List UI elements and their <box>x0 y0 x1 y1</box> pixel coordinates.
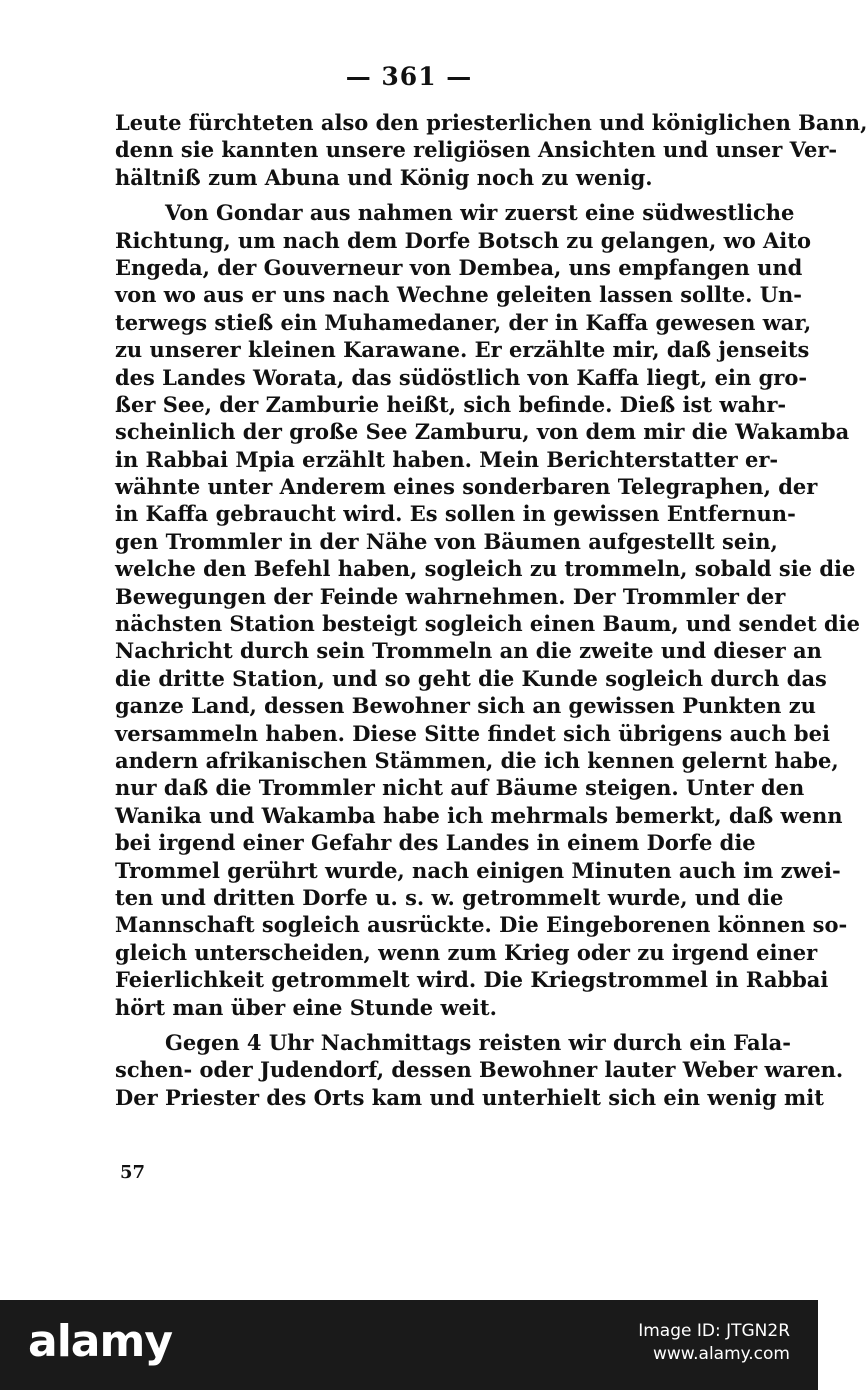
text-line: Von Gondar aus nahmen wir zuerst eine südwestliche <box>165 200 795 226</box>
text-line: Wanika und Wakamba habe ich mehrmals bemerkt, daß wenn <box>115 802 843 828</box>
text-line: nächsten Station besteigt sogleich einen Baum, und sendet die <box>115 611 860 637</box>
text-line: schen- oder Judendorf, dessen Bewohner lauter Weber waren. <box>115 1057 844 1083</box>
text-line: gleich unterscheiden, wenn zum Krieg oder zu irgend einer <box>115 939 818 965</box>
text-line: Leute fürchteten also den priesterlichen und königlichen Bann, <box>115 110 867 135</box>
text-line: Engeda, der Gouverneur von Dembea, uns empfangen und <box>115 254 803 280</box>
text-line: Mannschaft sogleich ausrückte. Die Eingeborenen können so- <box>115 912 848 938</box>
text-line: Gegen 4 Uhr Nachmittags reisten wir durch ein Fala- <box>165 1029 791 1055</box>
text-line: scheinlich der große See Zamburu, von dem mir die Wakamba <box>115 419 850 445</box>
body-text <box>115 109 867 1111</box>
text-line: bei irgend einer Gefahr des Landes in einem Dorfe die <box>115 830 756 856</box>
text-line: Der Priester des Orts kam und unterhielt sich ein wenig mit <box>115 1084 824 1110</box>
text-line: Feierlichkeit getrommelt wird. Die Kriegstrommel in Rabbai <box>115 967 829 993</box>
text-line: in Kaffa gebraucht wird. Es sollen in gewissen Entfernun- <box>115 501 796 527</box>
text-line: ganze Land, dessen Bewohner sich an gewissen Punkten zu <box>115 693 816 719</box>
text-line: Bewegungen der Feinde wahrnehmen. Der Trommler der <box>115 583 786 609</box>
text-line: nur daß die Trommler nicht auf Bäume steigen. Unter den <box>115 775 805 801</box>
text-line: welche den Befehl haben, sogleich zu trommeln, sobald sie die <box>115 556 856 582</box>
text-line: ten und dritten Dorfe u. s. w. getrommelt wurde, und die <box>115 884 784 910</box>
printer-signature-mark: 57 <box>120 1162 146 1183</box>
watermark-logo: alamy <box>28 1316 172 1367</box>
text-line: gen Trommler in der Nähe von Bäumen aufgestellt sein, <box>115 528 778 554</box>
watermark-info <box>638 1320 790 1366</box>
watermark-url: www.alamy.com <box>652 1344 790 1364</box>
text-line: hört man über eine Stunde weit. <box>115 994 497 1020</box>
page-number: — 361 — <box>345 62 473 91</box>
text-line: hältniß zum Abuna und König noch zu wenig. <box>115 164 653 190</box>
text-line: in Rabbai Mpia erzählt haben. Mein Berichterstatter er- <box>115 446 779 472</box>
text-line: des Landes Worata, das südöstlich von Kaffa liegt, ein gro- <box>115 364 808 390</box>
text-line: terwegs stieß ein Muhamedaner, der in Kaffa gewesen war, <box>115 309 812 335</box>
text-line: versammeln haben. Diese Sitte findet sich übrigens auch bei <box>115 720 830 746</box>
text-line: Nachricht durch sein Trommeln an die zweite und dieser an <box>115 638 822 664</box>
watermark-image-id: Image ID: JTGN2R <box>638 1321 790 1341</box>
text-line: zu unserer kleinen Karawane. Er erzählte mir, daß jenseits <box>115 337 810 363</box>
text-line: Trommel gerührt wurde, nach einigen Minuten auch im zwei- <box>115 857 841 883</box>
text-line: andern afrikanischen Stämmen, die ich kennen gelernt habe, <box>115 747 839 773</box>
text-line: ßer See, der Zamburie heißt, sich befinde. Dieß ist wahr- <box>115 391 787 417</box>
text-line: Richtung, um nach dem Dorfe Botsch zu gelangen, wo Aito <box>115 227 811 253</box>
text-line: denn sie kannten unsere religiösen Ansichten und unser Ver- <box>115 137 838 163</box>
text-line: wähnte unter Anderem eines sonderbaren Telegraphen, der <box>115 474 818 500</box>
text-line: von wo aus er uns nach Wechne geleiten lassen sollte. Un- <box>115 282 803 308</box>
text-line: die dritte Station, und so geht die Kunde sogleich durch das <box>115 665 827 691</box>
